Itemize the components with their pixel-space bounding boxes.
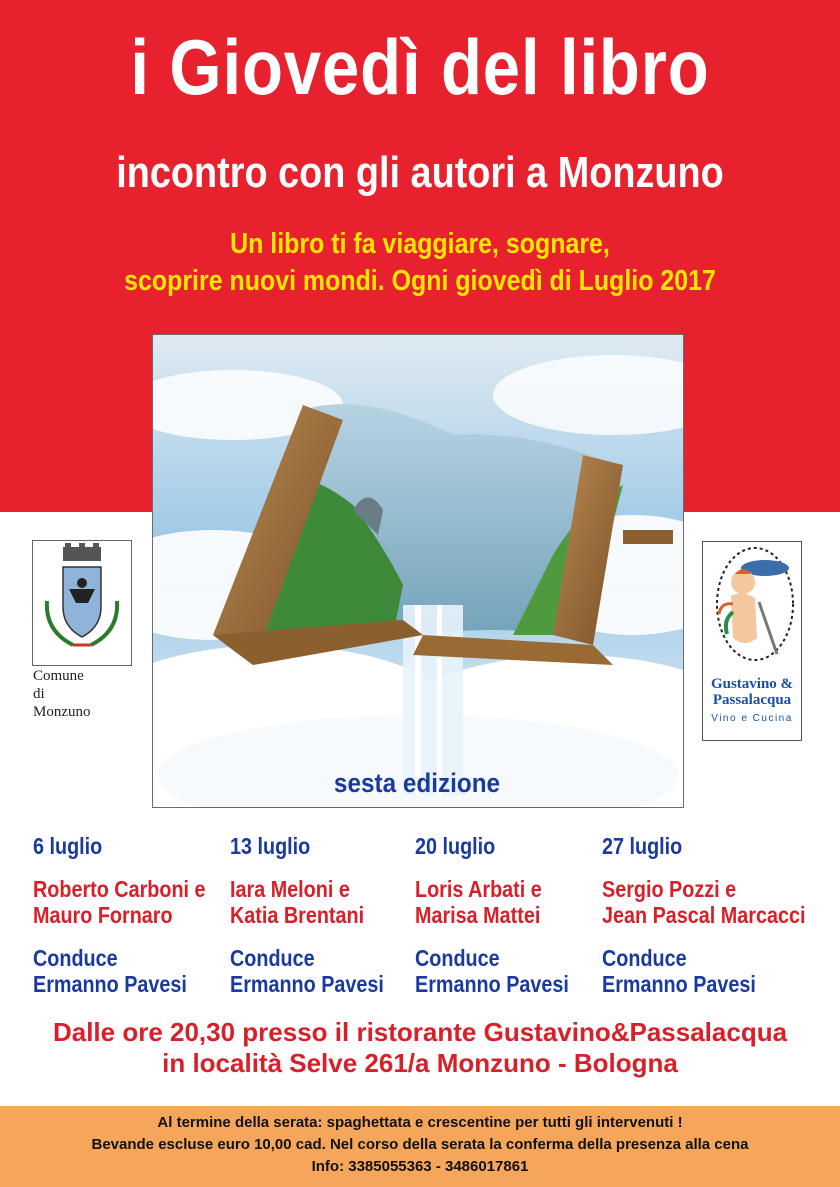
footer-text xyxy=(0,1112,840,1178)
event-host-name: Ermanno Pavesi xyxy=(415,971,569,997)
event-host-name: Ermanno Pavesi xyxy=(33,971,187,997)
sponsor-name-line-2: Passalacqua xyxy=(712,692,792,708)
comune-line-3: Monzuno xyxy=(33,704,91,720)
event-column xyxy=(415,832,587,997)
poster-tagline xyxy=(59,226,781,300)
event-column xyxy=(602,832,806,997)
event-authors-line-2: Marisa Mattei xyxy=(415,902,541,928)
venue-info xyxy=(0,1017,840,1079)
edition-label: sesta edizione xyxy=(333,768,501,798)
poster-title: i Giovedì del libro xyxy=(130,23,710,111)
event-date: 20 luglio xyxy=(415,833,496,859)
event-host-label: Conduce xyxy=(602,945,687,971)
event-host-name: Ermanno Pavesi xyxy=(230,971,384,997)
event-schedule xyxy=(0,832,840,1012)
event-authors-line-1: Iara Meloni e xyxy=(230,876,350,902)
event-authors-line-1: Sergio Pozzi e xyxy=(602,876,737,902)
comune-label xyxy=(33,667,133,721)
comune-line-2: di xyxy=(33,686,45,702)
event-authors-line-2: Katia Brentani xyxy=(230,902,365,928)
event-authors-line-2: Mauro Fornaro xyxy=(33,902,173,928)
event-authors-line-1: Roberto Carboni e xyxy=(33,876,206,902)
comune-line-1: Comune xyxy=(33,668,84,684)
venue-line-1: Dalle ore 20,30 presso il ristorante Gustavino&Passalacqua xyxy=(52,1017,788,1047)
comune-emblem xyxy=(32,540,132,666)
sponsor-tagline: Vino e Cucina xyxy=(711,713,793,724)
event-host-label: Conduce xyxy=(230,945,315,971)
event-date: 13 luglio xyxy=(230,833,311,859)
event-host-name: Ermanno Pavesi xyxy=(602,971,756,997)
event-authors-line-2: Jean Pascal Marcacci xyxy=(602,902,806,928)
event-date: 6 luglio xyxy=(33,833,103,859)
coat-of-arms-icon xyxy=(33,541,131,665)
event-host-label: Conduce xyxy=(415,945,500,971)
event-authors-line-1: Loris Arbati e xyxy=(415,876,542,902)
sponsor-logo xyxy=(702,541,802,741)
event-date: 27 luglio xyxy=(602,833,683,859)
footer-line-1: Al termine della serata: spaghettata e crescentine per tutti gli intervenuti ! xyxy=(157,1114,683,1131)
footer-band xyxy=(0,1106,840,1187)
venue-line-2: in località Selve 261/a Monzuno - Bologna xyxy=(162,1048,678,1078)
tagline-line-2: scoprire nuovi mondi. Ogni giovedì di Luglio 2017 xyxy=(124,265,716,297)
event-host-label: Conduce xyxy=(33,945,118,971)
footer-contact: Info: 3385055363 - 3486017861 xyxy=(311,1158,529,1175)
cherub-icon xyxy=(703,542,801,672)
book-illustration xyxy=(152,334,684,808)
sponsor-name-line-1: Gustavino & xyxy=(710,676,794,692)
event-column xyxy=(230,832,402,997)
tagline-line-1: Un libro ti fa viaggiare, sognare, xyxy=(230,228,610,260)
event-column xyxy=(33,832,205,997)
footer-line-2: Bevande escluse euro 10,00 cad. Nel corso della serata la conferma della presenza alla cena xyxy=(91,1136,749,1153)
book-illustration-graphic xyxy=(153,335,683,807)
sponsor-name xyxy=(705,676,799,708)
poster-subtitle: incontro con gli autori a Monzuno xyxy=(116,148,724,197)
